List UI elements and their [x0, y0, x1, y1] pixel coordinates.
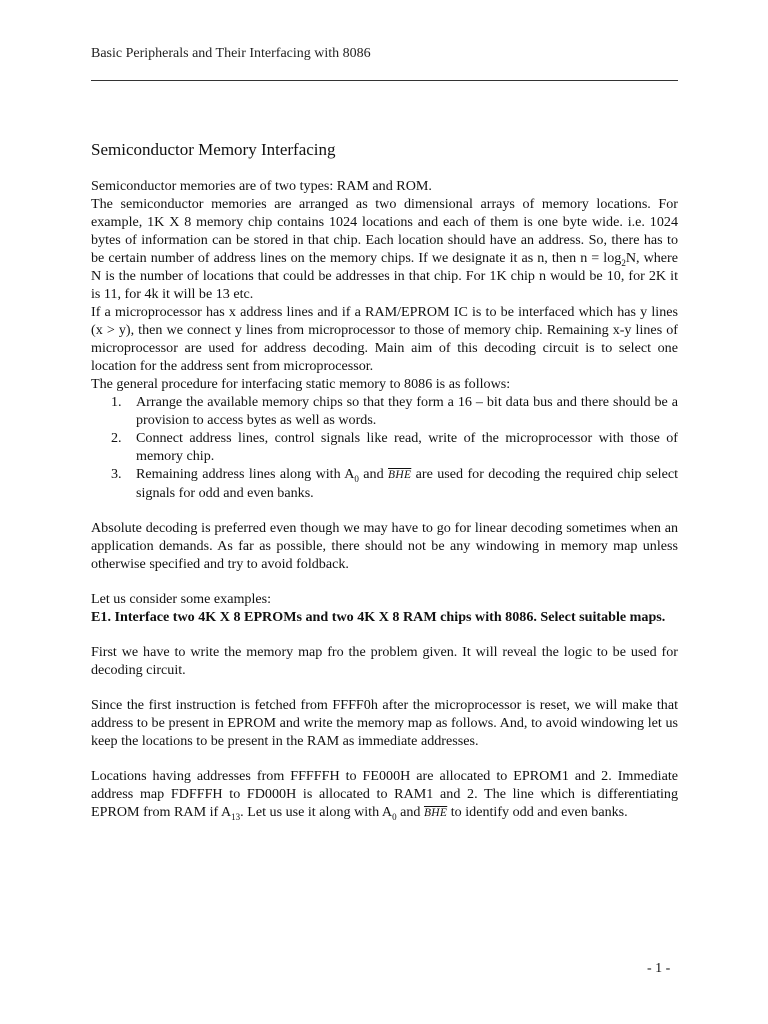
list-item: 1. Arrange the available memory chips so that they form a 16 – bit data bus and there should be a provision to access bytes as well as words.: [111, 394, 678, 428]
intro-decoding-paragraph: If a microprocessor has x address lines and if a RAM/EPROM IC is to be interfaced which has y lines (x > y), then we connect y lines from microprocessor to those of memory chip. Remaining x-y lines of microprocessor are used for address decoding. Main aim of this decoding circuit is to select one location for the address sent from microprocessor.: [91, 304, 678, 374]
bhe-signal: $\overline{BHE}$: [423, 807, 448, 819]
locations-paragraph: Locations having addresses from FFFFFH to FE000H are allocated to EPROM1 and 2. Immediate address map FDFFFH to FD000H is allocated to RAM1 and 2. The line which is differentiating EPROM from RAM if $A_{13}$. Let us use it along with $A_0$ and $\overline{BHE}$ to identify odd and even banks.: [91, 768, 678, 822]
procedure-list: [91, 393, 678, 502]
memory-map-paragraph: First we have to write the memory map fro the problem given. It will reveal the logic to be used for decoding circuit.: [91, 644, 678, 678]
header-divider: [91, 80, 678, 81]
page-number: - 1 -: [647, 961, 671, 976]
bhe-signal: $\overline{BHE}$: [388, 469, 412, 481]
body-text: [91, 177, 678, 822]
absolute-decoding-paragraph: Absolute decoding is preferred even though we may have to go for linear decoding sometimes when an application demands. As far as possible, there should not be any windowing in memory map unless otherwise specified and try to avoid foldback.: [91, 520, 678, 572]
list-item: 2. Connect address lines, control signals like read, write of the microprocessor with those of memory chip.: [111, 430, 678, 464]
intro-procedure-paragraph: The general procedure for interfacing static memory to 8086 is as follows:: [91, 376, 511, 392]
intro-types-paragraph: Semiconductor memories are of two types: RAM and ROM.: [91, 178, 432, 194]
section-title: Semiconductor Memory Interfacing: [91, 140, 336, 159]
first-instruction-paragraph: Since the first instruction is fetched from FFFF0h after the microprocessor is reset, we will make that address to be present in EPROM and write the memory map as follows. And, to avoid windowing let us keep the locations to be present in the RAM as immediate addresses.: [91, 697, 678, 749]
intro-arrays-paragraph: The semiconductor memories are arranged as two dimensional arrays of memory locations. For example, 1K X 8 memory chip contains 1024 locations and each of them is one byte wide. i.e. 1024 bytes of information can be stored in that chip. Each location should have an address. So, there has to be certain number of address lines on the memory chips. If we designate it as n, then $n = \log_2N$, where N is the number of locations that could be addresses in that chip. For 1K chip n would be 10, for 2K it is 11, for 4k it will be 13 etc.: [91, 196, 678, 302]
running-header: Basic Peripherals and Their Interfacing with 8086: [91, 46, 371, 61]
examples-intro: Let us consider some examples:: [91, 591, 272, 607]
list-item: 3. Remaining address lines along with $A_0$ and $\overline{BHE}$ are used for decoding the required chip select signals for odd and even banks.: [111, 466, 678, 501]
example-title: E1. Interface two 4K X 8 EPROMs and two 4K X 8 RAM chips with 8086. Select suitable maps.: [91, 609, 666, 625]
document-page: [91, 0, 678, 1024]
